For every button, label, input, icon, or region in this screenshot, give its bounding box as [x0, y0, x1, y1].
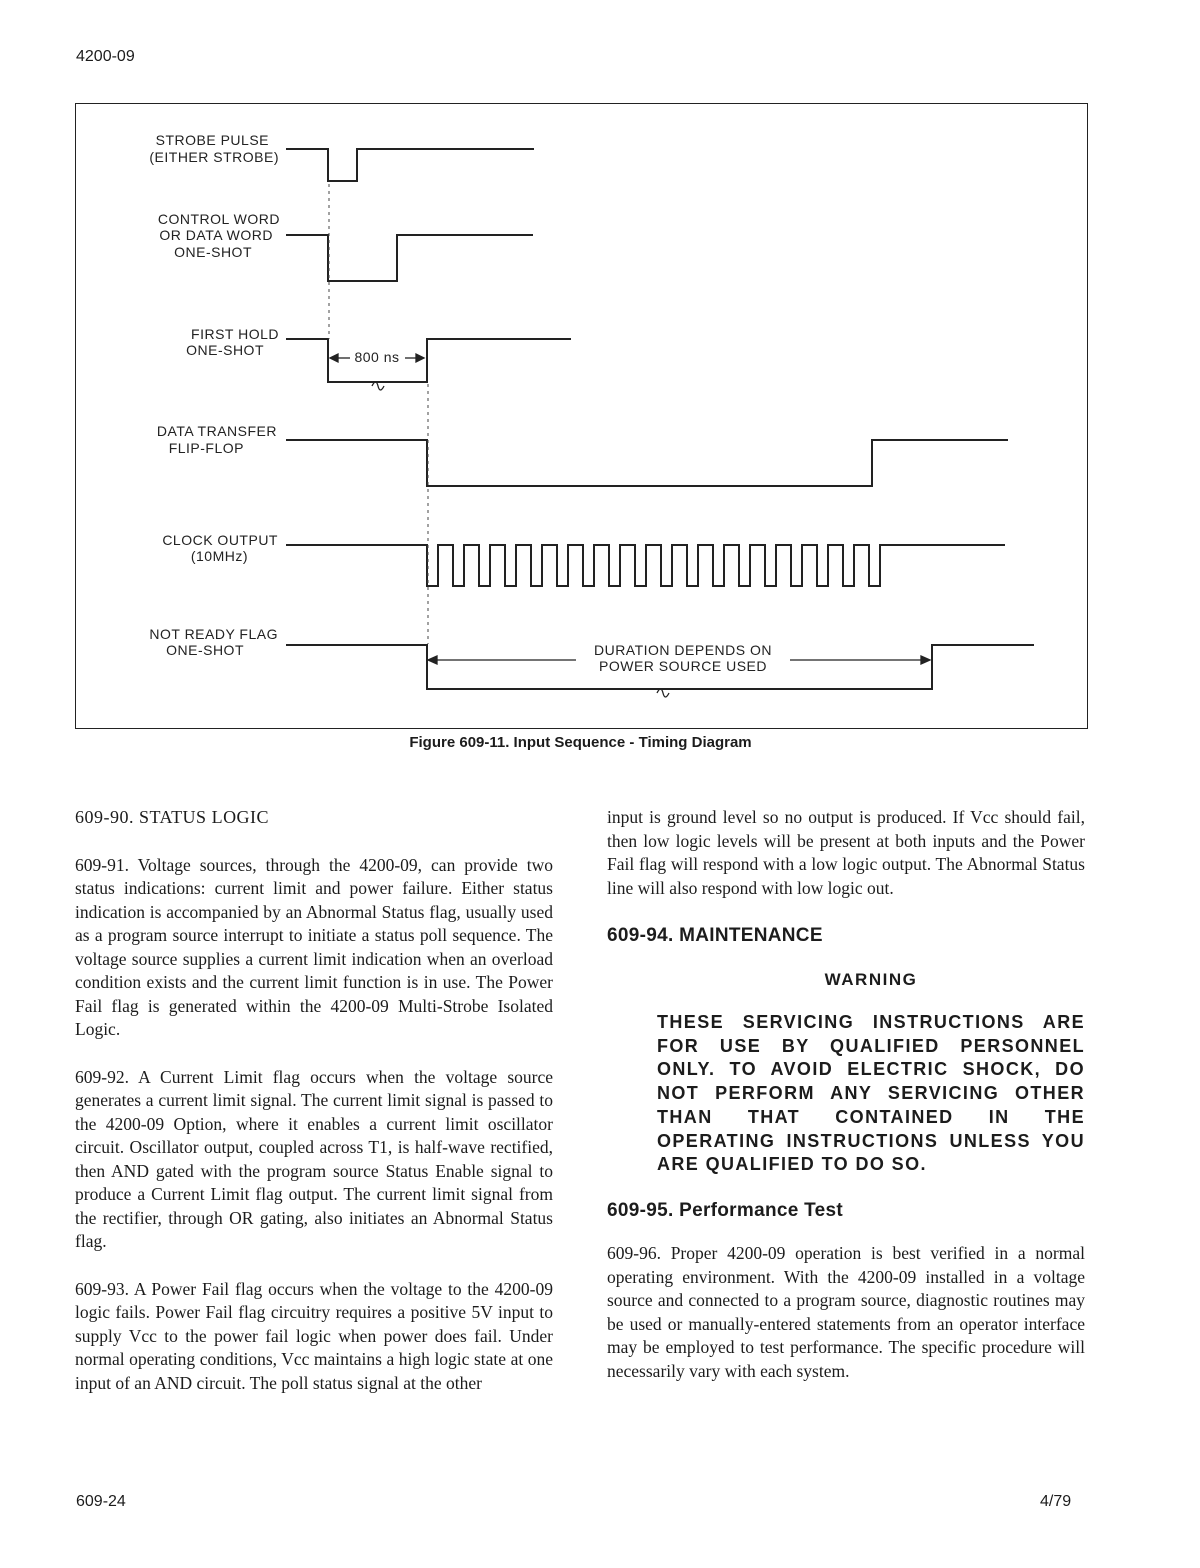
- clock-output-waveform: [286, 545, 1005, 586]
- label-firsthold-line2: ONE-SHOT: [186, 342, 264, 358]
- label-strobe-line1: STROBE PULSE: [155, 132, 269, 148]
- control-word-waveform: [286, 235, 533, 281]
- paragraph-continuation: input is ground level so no output is produced. If Vcc should fail, then low logic levels will be present at both inputs and the Power Fail flag will respond with a low logic output. The Abnormal Status line will also respond with low logic out.: [607, 807, 1085, 898]
- label-datatransfer-line2: FLIP-FLOP: [168, 440, 244, 456]
- data-transfer-waveform: [286, 440, 1008, 486]
- annotation-duration-line1: DURATION DEPENDS ON: [593, 642, 773, 658]
- label-notready-line2: ONE-SHOT: [166, 642, 244, 658]
- warning-text: THESE SERVICING INSTRUCTIONS ARE FOR USE BY QUALIFIED PERSONNEL ONLY. TO AVOID ELECTRIC SHOCK, DO NOT PERFORM ANY SERVICING OTHER THAN THAT CONTAINED IN THE OPERATING INSTRUCTIONS UNLESS YOU ARE QUALIFIED TO DO SO.: [657, 1012, 1085, 1175]
- page-number: 609-24: [76, 1493, 126, 1510]
- strobe-pulse-waveform: [286, 149, 534, 181]
- label-clock-line2: (10MHz): [190, 548, 248, 564]
- label-notready-line1: NOT READY FLAG: [149, 626, 278, 642]
- annotation-800ns: 800 ns: [354, 349, 400, 365]
- maintenance-heading: 609-94. MAINTENANCE: [607, 925, 823, 946]
- paragraph-609-96: 609-96. Proper 4200-09 operation is best verified in a normal operating environment. With the 4200-09 installed in a voltage source and connected to a program source, diagnostic routines may be used or manually-entered statements from an operator interface may be employed to test performance. The specific procedure will necessarily vary with each system.: [607, 1243, 1085, 1381]
- first-hold-waveform: [286, 339, 571, 382]
- label-control-line1: CONTROL WORD: [157, 211, 280, 227]
- right-column: [607, 806, 1085, 1407]
- paragraph-609-93: 609-93. A Power Fail flag occurs when the voltage to the 4200-09 logic fails. Power Fail flag circuitry requires a positive 5V input to supply Vcc to the power fail logic when power does fail. Under normal operating conditions, Vcc maintains a high logic state at one input of an AND circuit. The poll status signal at the other: [75, 1278, 553, 1393]
- timing-diagram: [76, 104, 1087, 728]
- document-number: 4200-09: [76, 48, 135, 65]
- label-datatransfer-line1: DATA TRANSFER: [156, 423, 277, 439]
- label-firsthold-line1: FIRST HOLD: [191, 326, 279, 342]
- warning-title: WARNING: [824, 969, 918, 989]
- label-clock-line1: CLOCK OUTPUT: [162, 532, 278, 548]
- timing-diagram-figure: [75, 103, 1088, 729]
- performance-test-heading: 609-95. Performance Test: [607, 1199, 844, 1221]
- status-logic-heading: 609-90. STATUS LOGIC: [75, 807, 270, 827]
- label-control-line3: ONE-SHOT: [174, 244, 252, 260]
- left-column: [75, 806, 553, 1419]
- paragraph-609-92: 609-92. A Current Limit flag occurs when the voltage source generates a current limit signal. The current limit signal is passed to the 4200-09 Option, where it enables a current limit oscillator circuit. Oscillator output, coupled across T1, is half-wave rectified, then AND gated with the program source Status Enable signal to produce a Current Limit flag output. The current limit signal from the rectifier, through OR gating, also initiates an Abnormal Status flag.: [75, 1066, 553, 1251]
- publication-date: 4/79: [1040, 1493, 1072, 1510]
- paragraph-609-91: 609-91. Voltage sources, through the 4200-09, can provide two status indications: current limit and power failure. Either status indication is accompanied by an Abnormal Status flag, usually used as a program source interrupt to initiate a status poll sequence. The voltage source supplies a current limit indication when an overload condition exists and the current limit function is in use. The Power Fail flag is generated within the 4200-09 Multi-Strobe Isolated Logic.: [75, 854, 553, 1039]
- label-control-line2: OR DATA WORD: [159, 227, 273, 243]
- figure-caption: Figure 609-11. Input Sequence - Timing Diagram: [409, 734, 752, 751]
- label-strobe-line2: (EITHER STROBE): [149, 149, 279, 165]
- annotation-duration-line2: POWER SOURCE USED: [599, 658, 767, 674]
